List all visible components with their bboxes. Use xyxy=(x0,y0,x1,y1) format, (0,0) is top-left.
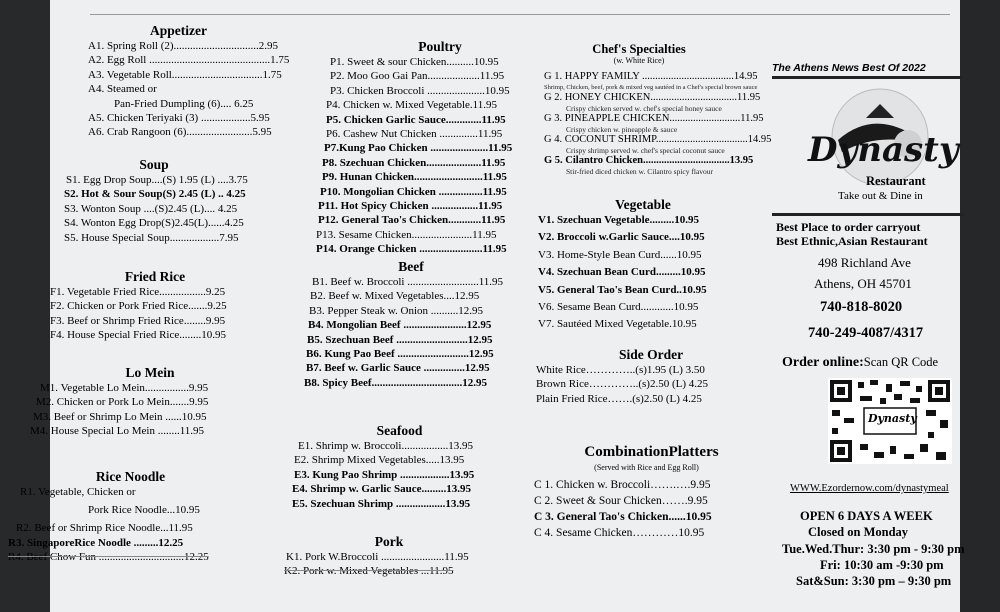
menu-item: A5. Chicken Teriyaki (3) ..................5.95 xyxy=(88,112,270,125)
logo-subtitle: Restaurant xyxy=(866,174,926,188)
section-title: Side Order xyxy=(618,347,684,362)
soup-section xyxy=(64,156,264,245)
section-title: Chef's Specialties xyxy=(592,42,686,56)
menu-item: G 3. PINEAPPLE CHICKEN...........................11.95 xyxy=(544,113,764,124)
menu-item: R1. Vegetable, Chicken or xyxy=(20,486,136,498)
menu-item: A4. Steamed or xyxy=(88,83,157,96)
menu-item: S5. House Special Soup..................7.95 xyxy=(64,231,239,244)
menu-item: P6. Cashew Nut Chicken ..............11.95 xyxy=(326,128,503,141)
menu-item: P3. Chicken Broccoli .....................10.95 xyxy=(330,84,510,97)
menu-item: G 4. COCONUT SHRIMP...................................14.95 xyxy=(544,134,772,145)
menu-item: P12. General Tao's Chicken............11.95 xyxy=(318,214,506,227)
award-banner: The Athens News Best Of 2022 xyxy=(772,62,926,74)
lo-mein-section xyxy=(30,364,250,439)
pork-section xyxy=(284,533,494,579)
menu-item: E5. Szechuan Shrimp ..................13.95 xyxy=(292,497,471,510)
menu-item: V5. General Tao's Bean Curd..10.95 xyxy=(538,283,707,296)
menu-item: P2. Moo Goo Gai Pan...................11.95 xyxy=(330,70,505,83)
menu-item: R4. Beef Chow Fun ...............................12.25 xyxy=(8,551,209,564)
menu-item: V6. Sesame Bean Curd............10.95 xyxy=(538,301,699,314)
best-ethnic: Best Ethnic,Asian Restaurant xyxy=(776,234,928,248)
section-title: Pork xyxy=(374,534,404,549)
fried-rice-section xyxy=(50,268,260,343)
award-rule xyxy=(772,76,962,79)
menu-item: P8. Szechuan Chicken....................11.95 xyxy=(322,156,506,169)
restaurant-logo xyxy=(780,82,965,212)
phone-secondary: 740-249-4087/4317 xyxy=(808,325,924,341)
rice-noodle-section xyxy=(8,468,233,565)
menu-item: S3. Wonton Soup ....(S)2.45 (L).... 4.25 xyxy=(64,202,238,215)
menu-item: A6. Crab Rangoon (6)........................5.95 xyxy=(88,126,272,139)
menu-item-description: Shrimp, Chicken, beef, pork & mixed veg sautéed in a Chef's special brown sauce xyxy=(544,84,758,91)
hours-weekend: Sat&Sun: 3:30 pm – 9:30 pm xyxy=(796,574,952,588)
menu-item: B6. Kung Pao Beef ..........................12.95 xyxy=(306,348,494,361)
menu-item: F1. Vegetable Fried Rice.................9.25 xyxy=(50,286,226,298)
section-title: Rice Noodle xyxy=(95,469,166,484)
menu-item: V1. Szechuan Vegetable.........10.95 xyxy=(538,214,700,226)
hours-weekday: Tue.Wed.Thur: 3:30 pm - 9:30 pm xyxy=(782,542,965,556)
menu-item: M4. House Special Lo Mein ........11.95 xyxy=(30,425,205,438)
combination-section xyxy=(534,442,759,541)
qr-code[interactable] xyxy=(828,378,952,464)
menu-item-description: Crispy chicken served w. chef's special honey sauce xyxy=(566,104,722,113)
menu-item: B1. Beef w. Broccoli ..........................11.95 xyxy=(312,276,504,288)
menu-item: B8. Spicy Beef.................................12.95 xyxy=(304,376,488,389)
menu-item: A2. Egg Roll ............................................1.75 xyxy=(88,54,290,67)
seafood-section xyxy=(292,422,497,511)
menu-item: Brown Rice…………..(s)2.50 (L) 4.25 xyxy=(536,378,709,391)
closed-day: Closed on Monday xyxy=(808,525,909,539)
section-subtitle: (Served with Rice and Egg Roll) xyxy=(594,463,699,472)
section-title: Lo Mein xyxy=(125,365,175,380)
menu-item: P5. Chicken Garlic Sauce.............11.95 xyxy=(326,113,506,126)
menu-item: C 3. General Tao's Chicken......10.95 xyxy=(534,511,712,523)
beef-section xyxy=(306,258,506,390)
menu-item: E2. Shrimp Mixed Vegetables.....13.95 xyxy=(294,454,465,467)
menu-item: V7. Sautéed Mixed Vegetable.10.95 xyxy=(538,318,697,331)
menu-item: S1. Egg Drop Soup....(S) 1.95 (L) ....3.75 xyxy=(66,174,248,186)
menu-item: K2. Pork w. Mixed Vegetables ...11.95 xyxy=(284,565,454,578)
menu-item: V4. Szechuan Bean Curd.........10.95 xyxy=(538,266,706,279)
address-line2: Athens, OH 45701 xyxy=(814,276,912,291)
menu-item: B2. Beef w. Mixed Vegetables....12.95 xyxy=(310,290,480,303)
section-title: Beef xyxy=(398,259,424,274)
website-link[interactable]: WWW.Ezordernow.com/dynastymeal xyxy=(790,483,949,494)
phone-primary: 740-818-8020 xyxy=(820,299,903,315)
menu-item: S4. Wonton Egg Drop(S)2.45(L)......4.25 xyxy=(64,217,244,230)
menu-item: E4. Shrimp w. Garlic Sauce.........13.95 xyxy=(292,483,472,496)
order-online xyxy=(782,353,938,372)
background-right xyxy=(960,0,1000,612)
vegetable-section xyxy=(538,196,748,332)
menu-item: P10. Mongolian Chicken ................11.95 xyxy=(320,185,507,198)
menu-item: M3. Beef or Shrimp Lo Mein ......10.95 xyxy=(33,410,207,423)
menu-item: P4. Chicken w. Mixed Vegetable.11.95 xyxy=(326,99,497,112)
menu-item: F2. Chicken or Pork Fried Rice.......9.25 xyxy=(50,300,227,313)
best-carryout: Best Place to order carryout xyxy=(776,220,921,234)
menu-item: G 2. HONEY CHICKEN.................................11.95 xyxy=(544,92,761,103)
menu-item: K1. Pork W.Broccoli .......................11.95 xyxy=(286,551,469,563)
menu-item: R3. SingaporeRice Noodle .........12.25 xyxy=(8,536,184,549)
menu-item: B7. Beef w. Garlic Sauce ...............12.95 xyxy=(306,362,490,375)
menu-item-description: Crispy chicken w. pineapple & sauce xyxy=(566,125,678,134)
section-title: Appetizer xyxy=(150,23,207,38)
qr-logo-label: Dynasty xyxy=(868,412,917,425)
section-title: Vegetable xyxy=(615,197,671,212)
menu-item: F4. House Special Fried Rice........10.95 xyxy=(50,329,226,342)
address-line1: 498 Richland Ave xyxy=(818,255,911,270)
menu-item-description: Crispy shrimp served w. chef's special coconut sauce xyxy=(566,146,725,155)
menu-item: G 1. HAPPY FAMILY ...................................14.95 xyxy=(544,71,758,82)
section-title: Poultry xyxy=(418,39,462,54)
menu-item: E3. Kung Pao Shrimp ..................13.95 xyxy=(294,468,475,481)
menu-item: V3. Home-Style Bean Curd......10.95 xyxy=(538,248,702,261)
menu-item: S2. Hot & Sour Soup(S) 2.45 (L) .. 4.25 xyxy=(64,188,246,201)
side-order-section xyxy=(536,346,746,406)
menu-item: A3. Vegetable Roll.................................1.75 xyxy=(88,68,282,81)
menu-item: C 4. Sesame Chicken…………10.95 xyxy=(534,527,705,539)
section-title: Seafood xyxy=(376,423,423,438)
menu-item: F3. Beef or Shrimp Fried Rice........9.95 xyxy=(50,314,226,327)
logo-tagline: Take out & Dine in xyxy=(838,190,923,202)
menu-item: Pan-Fried Dumpling (6).... 6.25 xyxy=(114,97,254,110)
hours-friday: Fri: 10:30 am -9:30 pm xyxy=(820,558,944,572)
menu-item: E1. Shrimp w. Broccoli.................13.95 xyxy=(298,440,473,452)
section-title: Soup xyxy=(139,157,169,172)
menu-item: P13. Sesame Chicken......................11.95 xyxy=(316,228,497,241)
menu-item: P1. Sweet & sour Chicken..........10.95 xyxy=(330,56,499,68)
menu-item-description: Stir-fried diced chicken w. Cilantro spicy flavour xyxy=(566,167,714,176)
menu-item: B4. Mongolian Beef .......................12.95 xyxy=(308,319,492,332)
order-online-label: Order online: xyxy=(782,355,864,370)
logo-wordmark: Dynasty xyxy=(808,130,959,170)
menu-item: B5. Szechuan Beef ..........................12.95 xyxy=(307,333,493,346)
menu-item: C 1. Chicken w. Broccoli…….….9.95 xyxy=(534,479,711,491)
menu-item: White Rice…………..(s)1.95 (L) 3.50 xyxy=(536,364,705,376)
order-online-hint: Scan QR Code xyxy=(863,355,939,369)
open-days: OPEN 6 DAYS A WEEK xyxy=(800,509,933,523)
menu-item: V2. Broccoli w.Garlic Sauce....10.95 xyxy=(538,231,705,244)
menu-item: C 2. Sweet & Sour Chicken…….9.95 xyxy=(534,495,708,507)
menu-item: Pork Rice Noodle...10.95 xyxy=(88,504,200,517)
section-subtitle: (w. White Rice) xyxy=(613,56,665,65)
menu-item: Plain Fried Rice…….(s)2.50 (L) 4.25 xyxy=(536,392,702,405)
menu-item: G 5. Cilantro Chicken.................................13.95 xyxy=(544,155,754,166)
chefs-specialties-section xyxy=(544,42,772,176)
section-title: Fried Rice xyxy=(124,269,186,284)
menu-item: P7.Kung Pao Chicken .....................11.95 xyxy=(324,142,513,155)
menu-item: P14. Orange Chicken .......................11.95 xyxy=(316,243,507,256)
appetizer-section xyxy=(88,22,288,140)
menu-item: R2. Beef or Shrimp Rice Noodle...11.95 xyxy=(16,522,193,535)
poultry-section xyxy=(316,38,530,257)
menu-item: M1. Vegetable Lo Mein................9.95 xyxy=(40,382,209,394)
menu-item: A1. Spring Roll (2)...............................2.95 xyxy=(88,40,279,52)
menu-item: P11. Hot Spicy Chicken .................11.95 xyxy=(318,200,503,213)
section-title: CombinationPlatters xyxy=(584,444,719,460)
menu-item: M2. Chicken or Pork Lo Mein.......9.95 xyxy=(36,396,209,409)
menu-item: P9. Hunan Chicken.........................11.95 xyxy=(322,171,507,184)
menu-item: B3. Pepper Steak w. Onion ..........12.95 xyxy=(309,304,484,317)
top-rule xyxy=(90,14,950,15)
logo-rule xyxy=(772,213,964,216)
